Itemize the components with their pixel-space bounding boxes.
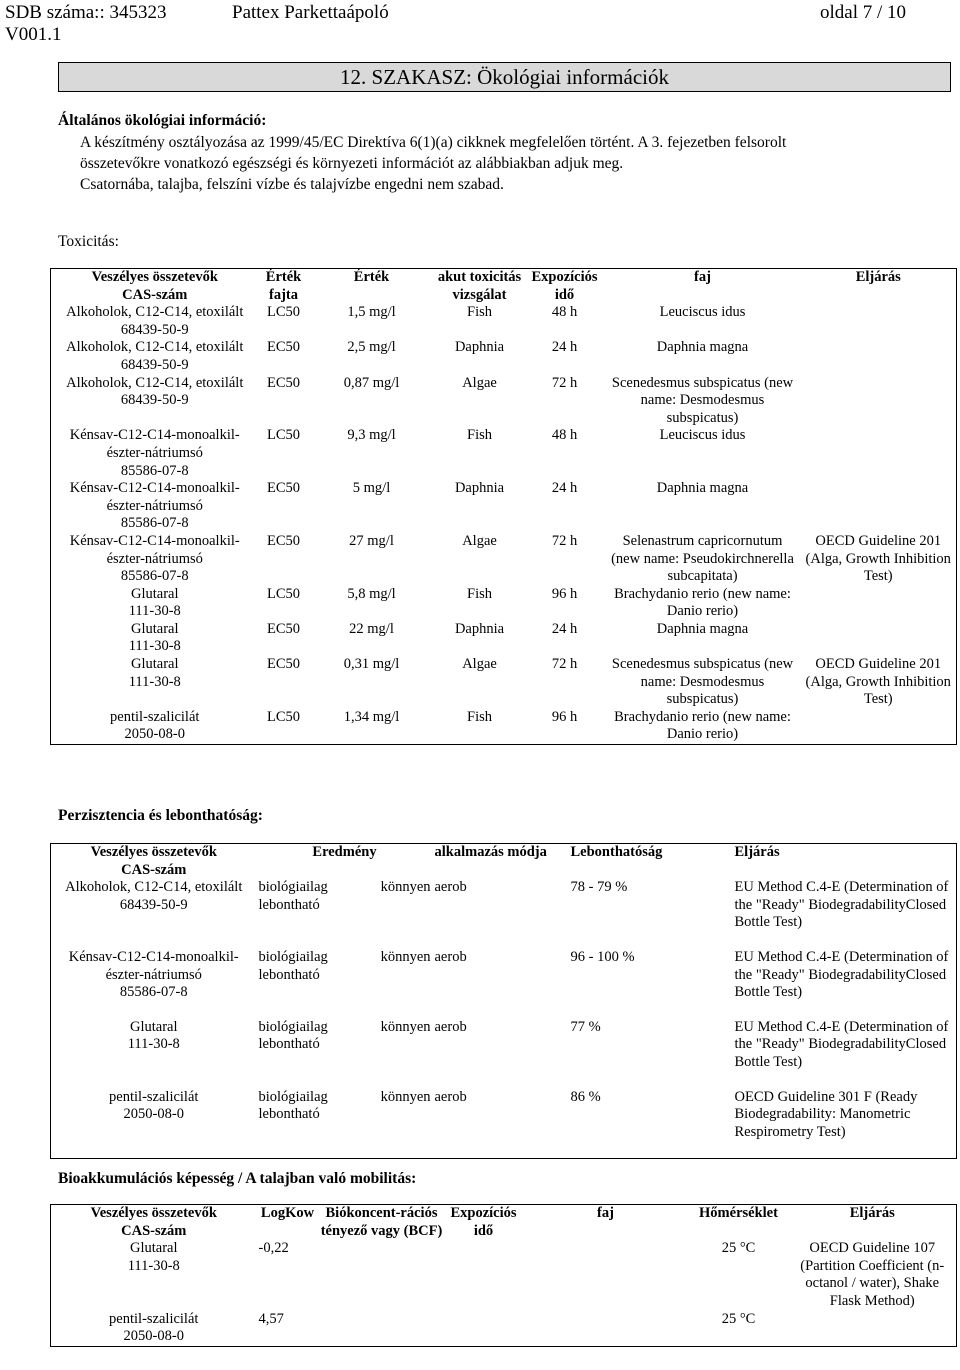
test-cell: Algae bbox=[462, 656, 497, 673]
general-heading: Általános ökológiai információ: bbox=[58, 112, 267, 129]
method-cell: EU Method C.4-E (Determination of the "Ready" BiodegradabilityClosed Bottle Test) bbox=[734, 1018, 949, 1070]
value-type-cell: LC50 bbox=[266, 585, 301, 602]
bio-header-temp: Hőmérséklet bbox=[699, 1205, 778, 1221]
value-type-cell: EC50 bbox=[266, 656, 301, 673]
method-cell bbox=[801, 427, 957, 480]
degradability-cell: 78 - 79 % bbox=[570, 879, 628, 896]
ingredient-cell bbox=[51, 949, 257, 1019]
bio-header-bcf: Biókoncent-rációs tényező vagy (BCF) bbox=[320, 1205, 443, 1239]
toxicity-row bbox=[51, 621, 957, 656]
value-type-cell: EC50 bbox=[266, 532, 301, 549]
result-word-2: könnyen bbox=[380, 879, 431, 896]
value-type-cell: EC50 bbox=[266, 620, 301, 637]
ingredient-name: pentil-szalicilát bbox=[110, 708, 200, 725]
species-cell: Leuciscus idus bbox=[659, 304, 746, 321]
method-cell bbox=[801, 375, 957, 428]
result-word-1: biológiailag bbox=[258, 948, 328, 965]
ingredient-cell bbox=[51, 656, 259, 709]
value-cell: 5,8 mg/l bbox=[347, 585, 396, 602]
toxicity-row bbox=[51, 656, 957, 709]
cas-number: 85586-07-8 bbox=[119, 984, 188, 1001]
species-cell: Scenedesmus subspicatus (new name: Desmodesmus subspicatus) bbox=[611, 656, 794, 708]
method-cell: OECD Guideline 201 (Alga, Growth Inhibition Test) bbox=[805, 532, 951, 585]
cas-number: 68439-50-9 bbox=[119, 896, 188, 913]
bioaccumulation-row bbox=[51, 1311, 957, 1347]
test-cell: Daphnia bbox=[454, 339, 505, 356]
ingredient-name: Kénsav-C12-C14-monoalkil-észter-nátriumsó bbox=[69, 480, 240, 514]
method-cell bbox=[801, 339, 957, 374]
toxicity-header-acute: akut toxicitás vizsgálat bbox=[437, 269, 522, 303]
species-cell: Brachydanio rerio (new name: Danio rerio) bbox=[614, 708, 791, 743]
mode-cell: aerob bbox=[434, 948, 467, 965]
value-type-cell: LC50 bbox=[266, 304, 301, 321]
bio-header-species: faj bbox=[597, 1205, 614, 1221]
exposure-cell: 24 h bbox=[551, 480, 578, 497]
result-word-3: lebontható bbox=[258, 1106, 320, 1123]
test-cell: Fish bbox=[467, 427, 492, 444]
species-cell: Daphnia magna bbox=[656, 339, 749, 356]
exposure-cell: 96 h bbox=[551, 708, 578, 725]
ingredient-name: Glutaral bbox=[130, 656, 179, 673]
test-cell: Fish bbox=[467, 585, 492, 602]
result-word-3: lebontható bbox=[258, 896, 320, 913]
toxicity-row bbox=[51, 533, 957, 586]
result-cell bbox=[257, 949, 365, 1019]
ingredient-name: Alkoholok, C12-C14, etoxilált bbox=[66, 374, 244, 391]
toxicity-row bbox=[51, 375, 957, 428]
ingredient-cell bbox=[51, 1311, 257, 1347]
ingredient-cell bbox=[51, 304, 259, 339]
toxicity-table bbox=[50, 268, 957, 745]
ingredient-cell bbox=[51, 1089, 257, 1159]
toxicity-header-exposure: Expozíciós idő bbox=[531, 269, 598, 303]
exposure-cell: 72 h bbox=[551, 374, 578, 391]
persistence-header-degradability: Lebonthatóság bbox=[570, 844, 663, 860]
value-cell: 27 mg/l bbox=[349, 532, 394, 549]
bio-header-method: Eljárás bbox=[849, 1205, 895, 1221]
result-word-3: lebontható bbox=[258, 1036, 320, 1053]
test-cell: Daphnia bbox=[454, 620, 505, 637]
result-word-1: biológiailag bbox=[258, 1088, 328, 1105]
value-cell: 22 mg/l bbox=[349, 620, 394, 637]
value-cell: 5 mg/l bbox=[352, 480, 391, 497]
persistence-table bbox=[50, 843, 957, 1159]
logkow-cell: -0,22 bbox=[258, 1240, 289, 1257]
method-cell: EU Method C.4-E (Determination of the "Ready" BiodegradabilityClosed Bottle Test) bbox=[734, 879, 949, 931]
ingredient-cell bbox=[51, 339, 259, 374]
ingredient-cell bbox=[51, 709, 259, 745]
cas-number: 2050-08-0 bbox=[124, 726, 185, 743]
ingredient-name: Glutaral bbox=[130, 585, 179, 602]
version: V001.1 bbox=[5, 24, 62, 45]
mode-cell: aerob bbox=[434, 879, 467, 896]
species-cell: Brachydanio rerio (new name: Danio rerio) bbox=[614, 585, 791, 620]
method-cell: EU Method C.4-E (Determination of the "Ready" BiodegradabilityClosed Bottle Test) bbox=[734, 948, 949, 1001]
persistence-heading: Perzisztencia és lebonthatóság: bbox=[58, 807, 263, 824]
value-cell: 1,34 mg/l bbox=[343, 708, 400, 725]
result-word-2: könnyen bbox=[380, 1018, 431, 1035]
ingredient-name: Kénsav-C12-C14-monoalkil-észter-nátriumsó bbox=[69, 427, 240, 461]
method-cell bbox=[801, 304, 957, 339]
general-line-1: A készítmény osztályozása az 1999/45/EC Direktíva 6(1)(a) cikknek megfelelően történt. A 3. fejezetben felsorolt bbox=[80, 134, 787, 151]
toxicity-header-value: Érték bbox=[353, 269, 390, 285]
test-cell: Fish bbox=[467, 304, 492, 321]
value-type-cell: EC50 bbox=[266, 339, 301, 356]
toxicity-row bbox=[51, 304, 957, 339]
ingredient-name: Alkoholok, C12-C14, etoxilált bbox=[66, 339, 244, 356]
ingredient-cell bbox=[51, 1019, 257, 1089]
page-number: oldal 7 / 10 bbox=[820, 2, 907, 23]
exposure-cell: 96 h bbox=[551, 585, 578, 602]
degradability-cell: 96 - 100 % bbox=[570, 948, 635, 965]
cas-number: 85586-07-8 bbox=[120, 515, 189, 532]
result-word-2: könnyen bbox=[380, 948, 431, 965]
ingredient-name: Alkoholok, C12-C14, etoxilált bbox=[66, 304, 244, 321]
exposure-cell: 72 h bbox=[551, 532, 578, 549]
degradability-cell: 86 % bbox=[570, 1088, 601, 1105]
value-type-cell: EC50 bbox=[266, 480, 301, 497]
ingredient-cell bbox=[51, 586, 259, 621]
exposure-cell: 48 h bbox=[551, 304, 578, 321]
persistence-row bbox=[51, 879, 957, 949]
exposure-cell: 24 h bbox=[551, 339, 578, 356]
ingredient-name: Glutaral bbox=[129, 1240, 178, 1257]
persistence-row bbox=[51, 1019, 957, 1089]
persistence-header-method: Eljárás bbox=[734, 844, 780, 860]
persistence-row bbox=[51, 949, 957, 1019]
species-cell bbox=[523, 1311, 689, 1347]
cas-number: 111-30-8 bbox=[127, 1036, 180, 1053]
method-cell bbox=[801, 621, 957, 656]
species-cell bbox=[523, 1240, 689, 1310]
value-cell: 0,87 mg/l bbox=[343, 374, 400, 391]
cas-number: 111-30-8 bbox=[128, 638, 181, 655]
toxicity-row bbox=[51, 709, 957, 745]
method-cell: OECD Guideline 301 F (Ready Biodegradability: Manometric Respirometry Test) bbox=[734, 1088, 918, 1140]
bioaccumulation-heading: Bioakkumulációs képesség / A talajban való mobilitás: bbox=[58, 1170, 417, 1187]
general-line-2: összetevőkre vonatkozó egészségi és környezeti információt az alábbiakban adjuk meg. bbox=[80, 155, 624, 172]
method-cell bbox=[789, 1311, 957, 1347]
method-cell: OECD Guideline 201 (Alga, Growth Inhibition Test) bbox=[805, 656, 951, 708]
toxicity-row bbox=[51, 427, 957, 480]
bioaccumulation-table bbox=[50, 1204, 957, 1347]
toxicity-row bbox=[51, 586, 957, 621]
persistence-header-mode: alkalmazás módja bbox=[434, 844, 547, 860]
value-type-cell: LC50 bbox=[266, 708, 301, 725]
cas-number: 2050-08-0 bbox=[123, 1328, 184, 1345]
cas-number: 68439-50-9 bbox=[120, 356, 189, 373]
ingredient-name: Glutaral bbox=[129, 1018, 178, 1035]
section-title: 12. SZAKASZ: Ökológiai információk bbox=[58, 62, 951, 92]
ingredient-name: Alkoholok, C12-C14, etoxilált bbox=[65, 879, 243, 896]
toxicity-header-species: faj bbox=[694, 269, 711, 285]
exposure-cell bbox=[445, 1311, 523, 1347]
result-word-1: biológiailag bbox=[258, 879, 328, 896]
ingredient-cell bbox=[51, 533, 259, 586]
exposure-cell: 24 h bbox=[551, 620, 578, 637]
ingredient-cell bbox=[51, 879, 257, 949]
toxicity-header-row bbox=[51, 269, 957, 305]
exposure-cell: 72 h bbox=[551, 656, 578, 673]
value-cell: 9,3 mg/l bbox=[347, 427, 396, 444]
test-cell: Daphnia bbox=[454, 480, 505, 497]
bcf-cell bbox=[319, 1311, 445, 1347]
value-type-cell: EC50 bbox=[266, 374, 301, 391]
ingredient-cell bbox=[51, 1240, 257, 1310]
toxicity-header-value-type: Érték fajta bbox=[265, 269, 302, 303]
degradability-cell: 77 % bbox=[570, 1018, 601, 1035]
ingredient-name: Glutaral bbox=[130, 620, 179, 637]
test-cell: Algae bbox=[462, 374, 497, 391]
value-cell: 1,5 mg/l bbox=[347, 304, 396, 321]
ingredient-cell bbox=[51, 621, 259, 656]
cas-number: 2050-08-0 bbox=[123, 1106, 184, 1123]
value-cell: 0,31 mg/l bbox=[343, 656, 400, 673]
bcf-cell bbox=[319, 1240, 445, 1310]
method-cell bbox=[801, 586, 957, 621]
persistence-header-ingredient: Veszélyes összetevők CAS-szám bbox=[90, 844, 217, 878]
logkow-cell: 4,57 bbox=[258, 1310, 284, 1327]
value-cell: 2,5 mg/l bbox=[347, 339, 396, 356]
result-cell bbox=[257, 1019, 365, 1089]
product-name: Pattex Parkettaápoló bbox=[232, 2, 389, 23]
temperature-cell: 25 °C bbox=[721, 1240, 756, 1257]
bio-header-exposure: Expozíciós idő bbox=[450, 1205, 517, 1239]
cas-number: 85586-07-8 bbox=[120, 462, 189, 479]
ingredient-name: pentil-szalicilát bbox=[109, 1088, 199, 1105]
bioaccumulation-row bbox=[51, 1240, 957, 1310]
value-type-cell: LC50 bbox=[266, 427, 301, 444]
ingredient-name: Kénsav-C12-C14-monoalkil-észter-nátriumsó bbox=[68, 948, 239, 983]
species-cell: Scenedesmus subspicatus (new name: Desmodesmus subspicatus) bbox=[611, 374, 794, 426]
ingredient-cell bbox=[51, 375, 259, 428]
cas-number: 68439-50-9 bbox=[120, 392, 189, 409]
cas-number: 111-30-8 bbox=[127, 1257, 180, 1274]
species-cell: Daphnia magna bbox=[656, 620, 749, 637]
sdb-number: SDB száma:: 345323 bbox=[5, 2, 167, 23]
exposure-cell: 48 h bbox=[551, 427, 578, 444]
cas-number: 85586-07-8 bbox=[120, 568, 189, 585]
persistence-header-result: Eredmény bbox=[312, 844, 377, 860]
persistence-header-row bbox=[51, 844, 957, 880]
species-cell: Daphnia magna bbox=[656, 480, 749, 497]
exposure-cell bbox=[445, 1240, 523, 1310]
toxicity-header-method: Eljárás bbox=[855, 269, 901, 285]
toxicity-row bbox=[51, 480, 957, 533]
ingredient-cell bbox=[51, 480, 259, 533]
result-cell bbox=[257, 1089, 365, 1159]
ingredient-name: Kénsav-C12-C14-monoalkil-észter-nátriumsó bbox=[69, 532, 240, 567]
species-cell: Leuciscus idus bbox=[659, 427, 746, 444]
temperature-cell: 25 °C bbox=[721, 1310, 756, 1327]
persistence-row bbox=[51, 1089, 957, 1159]
method-cell: OECD Guideline 107 (Partition Coefficient (n-octanol / water), Shake Flask Method) bbox=[800, 1240, 945, 1309]
result-cell bbox=[257, 879, 365, 949]
bio-header-ingredient: Veszélyes összetevők CAS-szám bbox=[90, 1205, 217, 1239]
ingredient-cell bbox=[51, 427, 259, 480]
result-word-3: lebontható bbox=[258, 966, 320, 983]
ingredient-name: pentil-szalicilát bbox=[109, 1310, 199, 1327]
test-cell: Algae bbox=[462, 532, 497, 549]
result-word-2: könnyen bbox=[380, 1088, 431, 1105]
cas-number: 111-30-8 bbox=[128, 603, 181, 620]
mode-cell: aerob bbox=[434, 1018, 467, 1035]
mode-cell: aerob bbox=[434, 1088, 467, 1105]
bio-header-logkow: LogKow bbox=[260, 1205, 315, 1221]
method-cell bbox=[801, 709, 957, 745]
test-cell: Fish bbox=[467, 708, 492, 725]
method-cell bbox=[801, 480, 957, 533]
result-word-1: biológiailag bbox=[258, 1018, 328, 1035]
general-line-3: Csatornába, talajba, felszíni vízbe és talajvízbe engedni nem szabad. bbox=[80, 176, 504, 193]
cas-number: 111-30-8 bbox=[128, 673, 181, 690]
cas-number: 68439-50-9 bbox=[120, 321, 189, 338]
toxicity-row bbox=[51, 339, 957, 374]
toxicity-header-ingredient: Veszélyes összetevők CAS-szám bbox=[91, 269, 218, 303]
species-cell: Selenastrum capricornutum (new name: Pseudokirchnerella subcapitata) bbox=[611, 532, 794, 585]
bioaccumulation-header-row bbox=[51, 1205, 957, 1241]
toxicity-heading: Toxicitás: bbox=[58, 233, 119, 250]
